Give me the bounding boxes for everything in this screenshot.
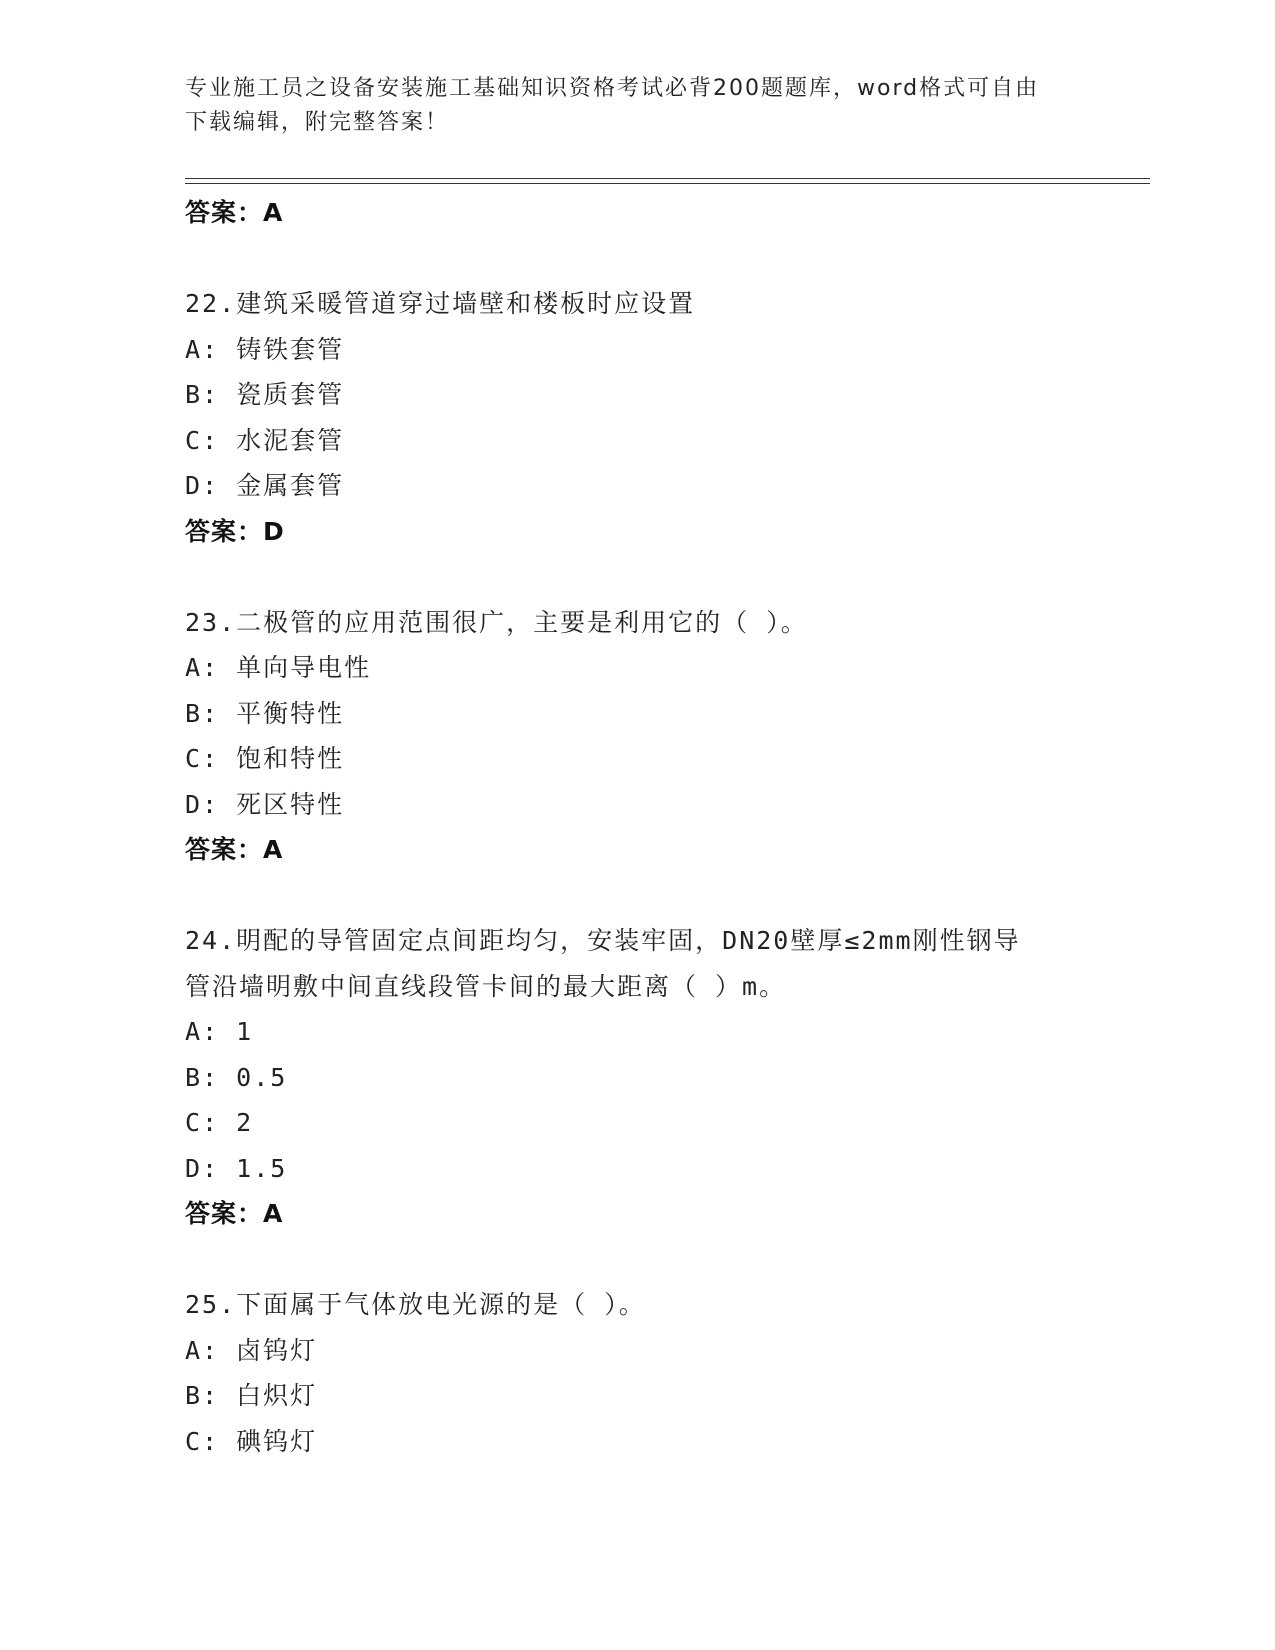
option-c: C: 碘钨灯	[185, 1426, 318, 1456]
question-item	[185, 918, 1145, 1237]
spacer	[185, 1237, 1145, 1283]
option-a: A: 1	[185, 1017, 254, 1046]
option-b: B: 平衡特性	[185, 698, 345, 728]
question-title-line-2: 管沿墙明敷中间直线段管卡间的最大距离（ ）m。	[185, 971, 787, 1001]
option-c: C: 饱和特性	[185, 744, 345, 773]
option-a: A: 卤钨灯	[185, 1335, 318, 1365]
document-header	[185, 72, 1085, 140]
option-c: C: 2	[185, 1108, 254, 1137]
spacer	[185, 873, 1145, 919]
header-line-2: 下载编辑，附完整答案！	[185, 110, 450, 135]
option-b: B: 0.5	[185, 1062, 288, 1092]
answer-line: 答案：D	[185, 516, 285, 546]
question-title: 23.二极管的应用范围很广，主要是利用它的（ ）。	[185, 607, 808, 637]
question-item	[185, 600, 1145, 873]
answer-line: 答案：A	[185, 198, 284, 227]
spacer	[185, 554, 1145, 600]
question-title: 22.建筑采暖管道穿过墙壁和楼板时应设置	[185, 289, 696, 318]
header-divider-bottom	[185, 183, 1150, 184]
question-item	[185, 1282, 1145, 1464]
answer-line: 答案：A	[185, 1199, 284, 1228]
option-a: A: 铸铁套管	[185, 334, 345, 364]
question-list	[185, 190, 1145, 1464]
header-divider-top	[185, 178, 1150, 179]
header-line-1: 专业施工员之设备安装施工基础知识资格考试必背200题题库，word格式可自由	[185, 76, 1040, 101]
answer-line: 答案：A	[185, 835, 284, 864]
option-d: D: 金属套管	[185, 471, 345, 500]
spacer	[185, 236, 1145, 282]
option-b: B: 瓷质套管	[185, 380, 345, 409]
option-d: D: 1.5	[185, 1153, 288, 1183]
option-b: B: 白炽灯	[185, 1381, 318, 1410]
question-title: 25.下面属于气体放电光源的是（ ）。	[185, 1290, 646, 1319]
question-title-line-1: 24.明配的导管固定点间距均匀，安装牢固，DN20壁厚≤2mm刚性钢导	[185, 926, 1021, 955]
option-d: D: 死区特性	[185, 789, 345, 819]
question-item	[185, 281, 1145, 554]
option-a: A: 单向导电性	[185, 653, 372, 682]
option-c: C: 水泥套管	[185, 425, 345, 455]
